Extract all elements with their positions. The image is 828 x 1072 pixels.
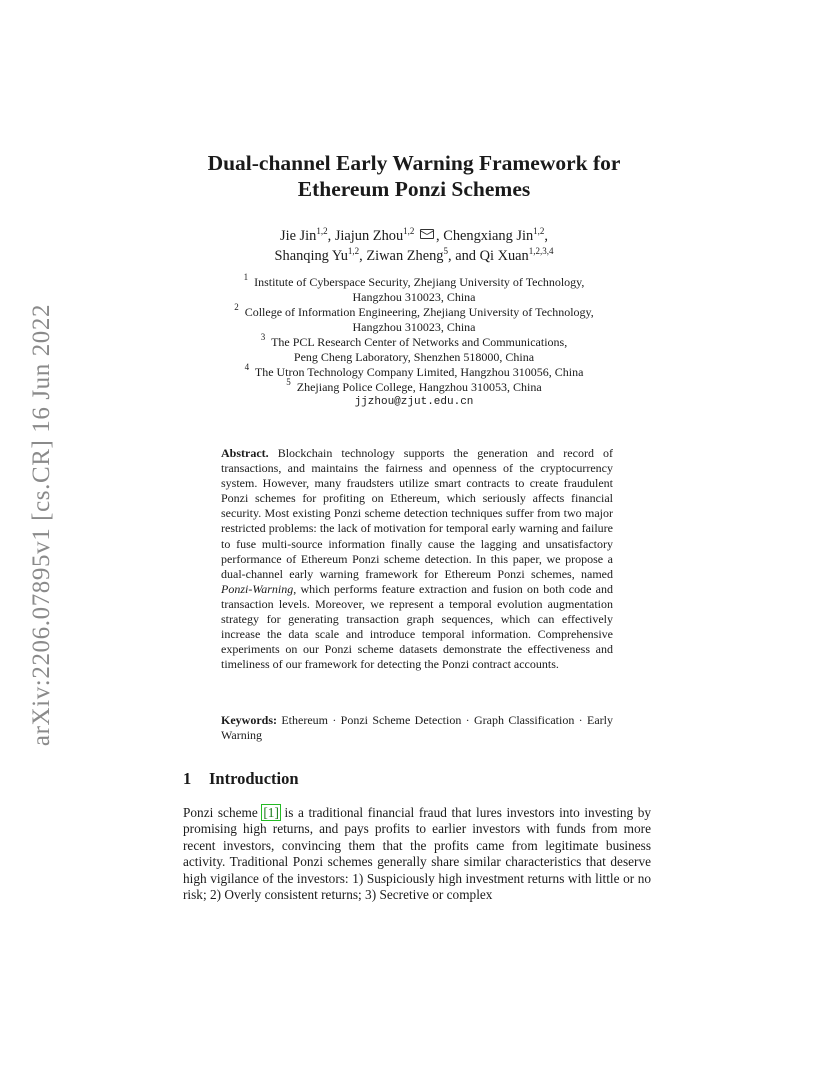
abstract-label: Abstract. — [221, 446, 269, 460]
intro-paragraph — [183, 805, 651, 903]
section-number: 1 — [183, 769, 192, 788]
author-name: Chengxiang Jin — [443, 228, 534, 244]
author-affil-sup: 1,2 — [316, 226, 328, 236]
author-affil-sup: 1,2 — [403, 226, 415, 236]
keywords-label: Keywords: — [221, 713, 277, 727]
title-line-2: Ethereum Ponzi Schemes — [297, 177, 531, 201]
author-affil-sup: 1,2,3,4 — [528, 246, 554, 256]
abstract — [221, 446, 613, 672]
author-name: Ziwan Zheng — [366, 248, 444, 264]
affiliation-2: $^2$ College of Information Engineering, Zhejiang University of Technology, — [234, 302, 594, 319]
citation-link[interactable]: [1] — [263, 805, 279, 820]
keywords-text: Ethereum · Ponzi Scheme Detection · Graph Classification · Early Warning — [221, 713, 613, 743]
author-name: Jiajun Zhou — [334, 228, 404, 244]
affiliation-1: $^1$ Institute of Cyberspace Security, Zhejiang University of Technology, — [243, 272, 585, 289]
affiliation-3: $^3$ The PCL Research Center of Networks and Communications, — [260, 332, 568, 349]
envelope-icon — [420, 229, 434, 239]
intro-text: Ponzi scheme — [183, 805, 258, 820]
abstract-text-cont: , which performs feature extraction and fusion on both code and transaction levels. Moreover, we represent a temporal evolution augmentation strategy for generating transaction graph sequences, which can effectively increase the data scale and introduce temporal information. Comprehensive experiments on our Ponzi scheme datasets demonstrate the effectiveness and timeliness of our framework for detecting the Ponzi contract accounts. — [221, 581, 613, 672]
affiliation-5: $^5$ Zhejiang Police College, Hangzhou 310053, China — [286, 377, 542, 394]
author-affil-sup: 1,2 — [347, 246, 360, 256]
section-title: Introduction — [209, 769, 299, 788]
arxiv-id-text: arXiv:2206.07895v1 [cs.CR] 16 Jun 2022 — [28, 303, 55, 747]
author-name: and Qi Xuan — [455, 248, 529, 264]
paper-title — [0, 150, 828, 202]
author-name: Shanqing Yu — [274, 248, 348, 264]
author-line-1: Jie Jin$^{1,2}$, Jiajun Zhou$^{1,2}$ , Chengxiang Jin$^{1,2}$, — [279, 226, 549, 244]
abstract-text: Blockchain technology supports the generation and record of transactions, and maintains the fairness and openness of the cryptocurrency system. However, many fraudsters utilize smart contracts to create fraudulent Ponzi schemes for profiting on Ethereum, which seriously affects financial security. Most existing Ponzi scheme detection techniques suffer from two major restricted problems: the lack of motivation for temporal early warning and failure to fuse multi-source information finally cause the lagging and unsatisfactory performance of Ethereum Ponzi scheme detection. In this paper, we propose a dual-channel early warning framework for Ethereum Ponzi schemes, named — [221, 446, 613, 581]
affiliations: $^1$ Institute of Cyberspace Security, Zhejiang University of Technology, Hangzhou 310023, China $^2$ College of Information Engineering, Zhejiang University of Technology, Hangzhou 310023, China $^3$ The PCL Research Center of Networks and Communications, Peng Cheng Laboratory, Shenzhen 518000, China $^4$ The Utron Technology Company Limited, Hangzhou 310056, China $^5$ Zhejiang Police College, Hangzhou 310053, China jjzhou@zjut.edu.cn — [0, 275, 828, 410]
keywords — [221, 713, 613, 743]
author-line-2: Shanqing Yu$^{1,2}$, Ziwan Zheng$^5$, and Qi Xuan$^{1,2,3,4}$ — [274, 246, 554, 264]
author-name: Jie Jin — [279, 228, 317, 244]
section-heading — [183, 769, 299, 789]
title-line-1: Dual-channel Early Warning Framework for — [207, 151, 621, 175]
author-affil-sup: 1,2 — [533, 226, 545, 236]
author-affil-sup: 5 — [443, 246, 448, 256]
author-list — [0, 226, 828, 266]
framework-name: Ponzi-Warning — [221, 581, 294, 596]
affiliation-4: $^4$ The Utron Technology Company Limited, Hangzhou 310056, China — [244, 362, 584, 379]
contact-email[interactable]: jjzhou@zjut.edu.cn — [354, 396, 474, 408]
intro-text-cont: is a traditional financial fraud that lures investors into investing by promising high returns, and pays profits to earlier investors with funds from more recent investors, convincing them that the profits came from legitimate business activity. Traditional Ponzi schemes generally share similar characteristics that deserve high vigilance of the investors: 1) Suspiciously high investment returns with little or no risk; 2) Overly consistent returns; 3) Secretive or complex — [183, 805, 652, 903]
